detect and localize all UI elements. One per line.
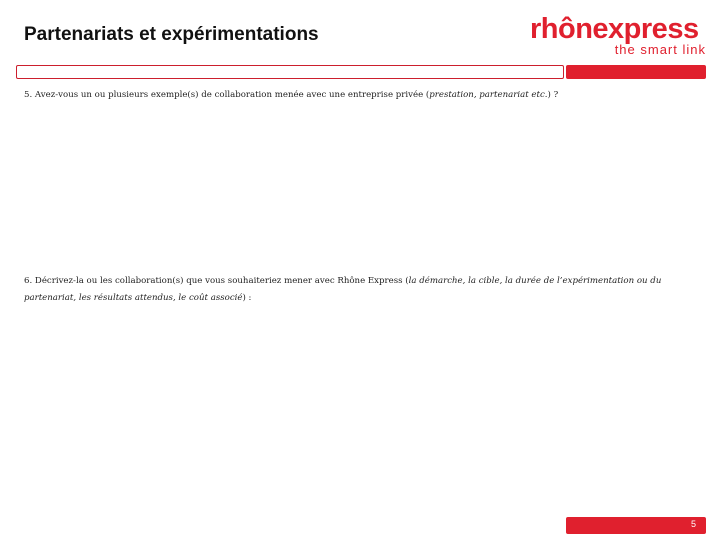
question-5: [24, 87, 684, 104]
question-6-tail: ) :: [242, 293, 252, 303]
page-title: Partenariats et expérimentations: [24, 24, 319, 45]
question-5-italic: prestation, partenariat etc.: [429, 90, 548, 100]
header-accent-bar: [566, 65, 706, 79]
question-6-italic: la démarche, la cible, la durée de l’expérimentation ou du partenariat, les résultats attendus, le coût associé: [24, 276, 662, 303]
footer-page-tab: [566, 517, 706, 534]
logo-wordmark: rhônexpress: [530, 13, 699, 45]
page-number: 5: [690, 519, 696, 529]
header-divider-bar: [16, 65, 564, 79]
question-6: [24, 273, 684, 307]
question-6-text: 6. Décrivez-la ou les collaboration(s) que vous souhaiteriez mener avec Rhône Express (: [24, 276, 409, 286]
rhonexpress-logo: [530, 14, 710, 56]
question-5-tail: ) ?: [547, 90, 559, 100]
question-5-text: 5. Avez-vous un ou plusieurs exemple(s) de collaboration menée avec une entreprise privée (: [24, 90, 430, 100]
logo-tagline: the smart link: [614, 42, 706, 57]
